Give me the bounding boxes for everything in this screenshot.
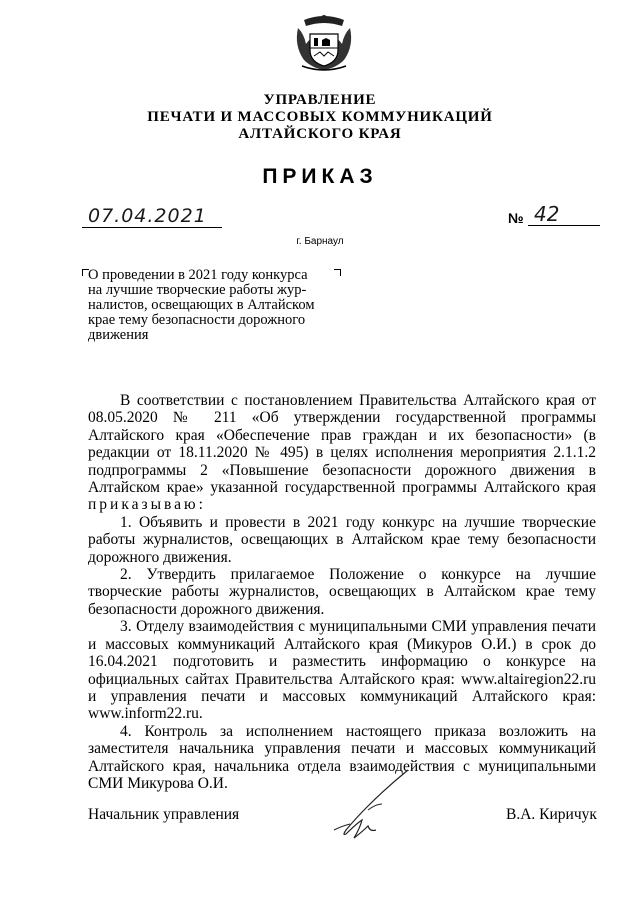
subject-line: движения [88, 327, 149, 343]
order-item: 3. Отделу взаимодействия с муниципальными СМИ управления печати и массовых коммуникаций Алтайского края (Микуров О.И.) в срок до 16.04.2021 подготовить и разместить информацию о конкурсе на официальных сайтах Правительства Алтайского края: www.altairegion22.ru и управления печати и массовых коммуникаций Алтайского края: www.inform22.ru. [88, 618, 596, 723]
document-type-title: ПРИКАЗ [262, 165, 378, 188]
subject-line: О проведении в 2021 году конкурса [88, 267, 308, 283]
handwritten-signature-icon [316, 768, 416, 848]
subject-line: на лучшие творческие работы жур- [88, 282, 307, 298]
coat-of-arms-icon [292, 10, 356, 74]
preamble-paragraph [88, 392, 596, 514]
order-body [88, 392, 596, 792]
signatory-name: В.А. Киричук [506, 806, 597, 823]
order-item: 1. Объявить и провести в 2021 году конкурс на лучшие творческие работы журналистов, освещающих в Алтайском крае тему безопасности дорожного движения. [88, 513, 596, 566]
order-item: 2. Утвердить прилагаемое Положение о конкурсе на лучшие творческие работы журналистов, освещающих в Алтайском крае тему безопасности дорожного движения. [88, 566, 596, 618]
order-number-label: № [508, 210, 524, 226]
subject-line: крае тему безопасности дорожного [88, 312, 306, 328]
subject-line: налистов, освещающих в Алтайском [88, 297, 315, 313]
preamble-text: В соответствии с постановлением Правительства Алтайского края от 08.05.2020 № 211 «Об утверждении государственной программы Алтайского края «Обеспечение прав граждан и их безопасности» (в редакции от 18.11.2020 № 495) в целях исполнения мероприятия 2.1.1.2 подпрограммы 2 «Повышение безопасности дорожного движения в Алтайском крае» указанной государственной программы Алтайского края [88, 392, 596, 497]
order-date: 07.04.2021 [82, 205, 222, 228]
order-subject [88, 268, 346, 343]
dept-line-1: УПРАВЛЕНИЕ [263, 92, 377, 108]
order-word: приказываю: [88, 496, 206, 514]
signatory-title: Начальник управления [88, 806, 240, 823]
city: г. Барнаул [296, 236, 344, 247]
dept-line-3: АЛТАЙСКОГО КРАЯ [238, 126, 402, 142]
order-number: 42 [528, 203, 600, 226]
department-name [0, 92, 640, 143]
dept-line-2: ПЕЧАТИ И МАССОВЫХ КОММУНИКАЦИЙ [147, 109, 493, 125]
order-item: 4. Контроль за исполнением настоящего приказа возложить на заместителя начальника управления печати и массовых коммуникаций Алтайского края, начальника отдела взаимодействия с муниципальными СМИ Микурова О.И. [88, 722, 596, 792]
